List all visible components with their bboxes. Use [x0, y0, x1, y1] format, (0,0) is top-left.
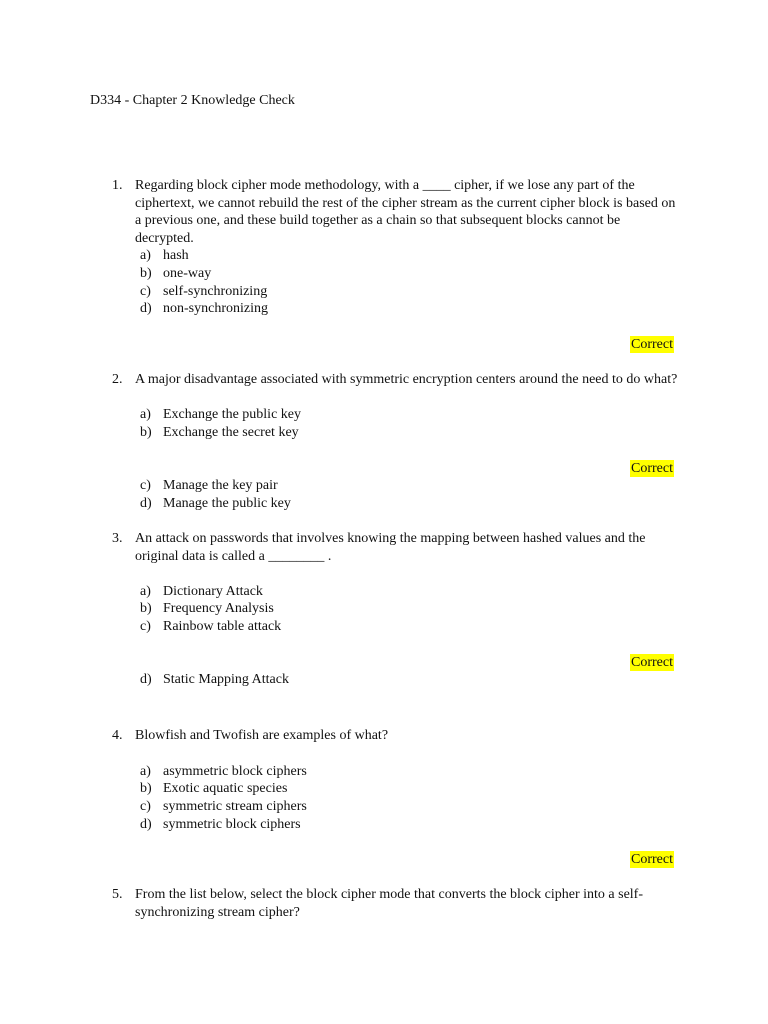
option-letter: d)	[140, 672, 152, 687]
option-letter: a)	[140, 584, 151, 599]
question-text: An attack on passwords that involves knowing the mapping between hashed values and the original data is called a ________ .	[135, 531, 646, 564]
option-letter: d)	[140, 496, 152, 511]
option-letter: b)	[140, 601, 152, 616]
option-letter: c)	[140, 619, 151, 634]
option-letter: b)	[140, 781, 152, 796]
option-text: symmetric block ciphers	[163, 817, 301, 832]
answer-option	[140, 763, 307, 781]
answer-option	[140, 477, 278, 495]
option-letter: b)	[140, 266, 152, 281]
option-letter: c)	[140, 478, 151, 493]
option-letter: d)	[140, 817, 152, 832]
option-text: self-synchronizing	[163, 284, 268, 299]
option-letter: d)	[140, 301, 152, 316]
option-text: Rainbow table attack	[163, 619, 282, 634]
option-text: Frequency Analysis	[163, 601, 274, 616]
question-number: 1.	[112, 178, 123, 193]
correct-feedback: Correct	[631, 337, 673, 352]
answer-option	[140, 618, 281, 636]
question-text: Regarding block cipher mode methodology, with a ____ cipher, if we lose any part of the ciphertext, we cannot rebuild the rest of the cipher stream as the current cipher block is based on a previous one, and these build together as a chain so that subsequent blocks cannot be decrypted.	[135, 178, 676, 247]
correct-feedback: Correct	[631, 461, 673, 476]
option-text: Dictionary Attack	[163, 584, 263, 599]
option-text: Manage the public key	[163, 496, 291, 511]
question-text: A major disadvantage associated with symmetric encryption centers around the need to do what?	[135, 372, 678, 387]
answer-option	[140, 424, 299, 442]
answer-option	[140, 495, 291, 513]
answer-option	[140, 780, 287, 798]
option-text: Static Mapping Attack	[163, 672, 289, 687]
option-text: hash	[163, 248, 189, 263]
option-letter: c)	[140, 799, 151, 814]
correct-feedback: Correct	[631, 852, 673, 867]
option-text: asymmetric block ciphers	[163, 764, 307, 779]
answer-option	[140, 671, 289, 689]
answer-option	[140, 816, 301, 834]
option-text: symmetric stream ciphers	[163, 799, 307, 814]
option-text: non-synchronizing	[163, 301, 268, 316]
answer-option	[140, 600, 274, 618]
answer-option	[140, 406, 301, 424]
answer-option	[140, 265, 211, 283]
question-number: 2.	[112, 372, 123, 387]
option-text: Exchange the secret key	[163, 425, 299, 440]
option-text: one-way	[163, 266, 212, 281]
option-text: Manage the key pair	[163, 478, 278, 493]
option-text: Exotic aquatic species	[163, 781, 288, 796]
option-letter: b)	[140, 425, 152, 440]
answer-option	[140, 300, 268, 318]
option-letter: a)	[140, 407, 151, 422]
answer-option	[140, 583, 263, 601]
answer-option	[140, 798, 307, 816]
option-letter: c)	[140, 284, 151, 299]
question-text: From the list below, select the block cipher mode that converts the block cipher into a self-synchronizing stream cipher?	[135, 887, 643, 920]
document-title: D334 - Chapter 2 Knowledge Check	[90, 93, 295, 108]
answer-option	[140, 247, 189, 265]
question-number: 5.	[112, 887, 123, 902]
option-letter: a)	[140, 248, 151, 263]
option-text: Exchange the public key	[163, 407, 302, 422]
question-number: 4.	[112, 728, 123, 743]
question-number: 3.	[112, 531, 123, 546]
question-text: Blowfish and Twofish are examples of what?	[135, 728, 389, 743]
answer-option	[140, 283, 267, 301]
correct-feedback: Correct	[631, 655, 673, 670]
option-letter: a)	[140, 764, 151, 779]
